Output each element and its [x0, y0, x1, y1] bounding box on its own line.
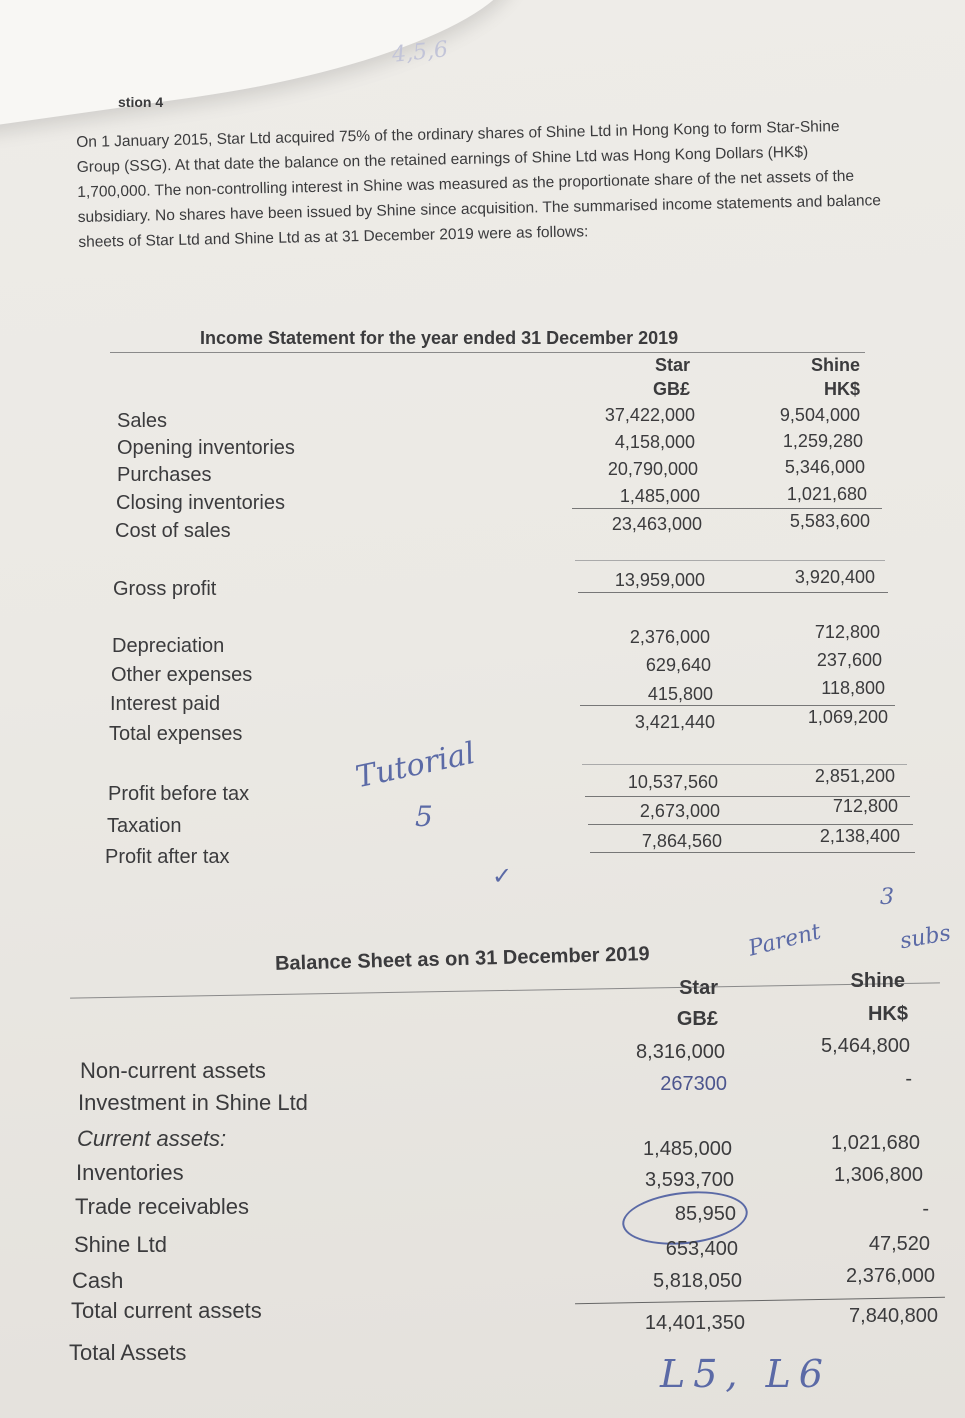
handwritten-top-note: 4,5,6 — [390, 37, 450, 68]
is-shine-gross-profit: 3,920,400 — [794, 567, 875, 587]
bs-label-non-current-assets: Non-current assets — [80, 1058, 266, 1083]
is-label-purchases: Purchases — [117, 464, 212, 486]
question-intro: On 1 January 2015, Star Ltd acquired 75% of the ordinary shares of Shine Ltd in Hong Kong to form Star-Shine Group (SSG). At that date the balance on the retained earnings of Shine Ltd was Hong Kong Dollars (HK$) 1,700,000. The non-controlling interest in Shine was measured as the proportionate share of the net assets of the subsidiary. No shares have been issued by Shine since acquisition. The summarised income statements and balance sheets of Star Ltd and Shine Ltd as at 31 December 2019 were as follows: — [76, 118, 882, 251]
bs-shine-cash: 47,520 — [868, 1233, 930, 1255]
is-shine-opening-inventories: 1,259,280 — [782, 431, 863, 451]
bs-shine-trade-receivables: 1,306,800 — [834, 1164, 923, 1186]
handwritten-tutorial: Tutorial — [352, 735, 479, 796]
bs-shine-inventories: 1,021,680 — [831, 1132, 920, 1154]
bs-star-trade-receivables: 3,593,700 — [645, 1169, 734, 1191]
is-col-shine: Shine — [810, 355, 860, 375]
bs-col-star-currency: GB£ — [676, 1008, 718, 1030]
is-star-depreciation: 2,376,000 — [629, 627, 710, 647]
bs-col-shine-currency: HK$ — [867, 1003, 908, 1025]
bs-rule-totals — [575, 1297, 945, 1304]
bs-shine-total-assets: 7,840,800 — [849, 1305, 938, 1327]
bs-star-shine-ltd: 85,950 — [674, 1203, 736, 1225]
handwritten-tutorial-number: 5 — [415, 800, 433, 833]
income-title-rule — [110, 352, 865, 353]
handwritten-subs: subs — [898, 920, 953, 955]
is-rule-gp-bottom — [578, 592, 888, 593]
is-shine-profit-before-tax: 2,851,200 — [814, 766, 895, 786]
bs-col-star: Star — [679, 977, 718, 999]
is-col-shine-currency: HK$ — [823, 379, 860, 399]
is-shine-interest-paid: 118,800 — [821, 678, 885, 698]
bs-label-investment-in-shine: Investment in Shine Ltd — [78, 1090, 308, 1115]
is-star-profit-before-tax: 10,537,560 — [627, 772, 718, 792]
is-label-depreciation: Depreciation — [112, 635, 225, 657]
is-label-opening-inventories: Opening inventories — [117, 437, 295, 459]
is-shine-purchases: 5,346,000 — [784, 457, 865, 477]
is-shine-cost-of-sales: 5,583,600 — [789, 511, 870, 531]
bs-shine-non-current-assets: 5,464,800 — [821, 1035, 910, 1057]
bs-label-trade-receivables: Trade receivables — [75, 1194, 250, 1219]
is-label-profit-after-tax: Profit after tax — [105, 846, 230, 868]
is-label-cost-of-sales: Cost of sales — [115, 520, 231, 542]
bs-label-total-current-assets: Total current assets — [71, 1298, 262, 1323]
bs-label-inventories: Inventories — [76, 1160, 184, 1185]
is-shine-depreciation: 712,800 — [814, 622, 880, 642]
is-star-cost-of-sales: 23,463,000 — [611, 514, 702, 534]
bs-label-cash: Cash — [72, 1268, 124, 1293]
bs-star-non-current-assets: 8,316,000 — [636, 1041, 725, 1063]
is-star-gross-profit: 13,959,000 — [614, 570, 705, 590]
is-label-gross-profit: Gross profit — [113, 578, 217, 600]
page-fold — [0, 0, 528, 128]
bs-shine-total-current-assets: 2,376,000 — [846, 1265, 935, 1287]
is-star-sales: 37,422,000 — [604, 405, 695, 425]
is-star-profit-after-tax: 7,864,560 — [641, 831, 722, 851]
bs-star-inventories: 1,485,000 — [643, 1138, 732, 1160]
is-rule-cogs — [572, 508, 882, 509]
question-title: stion 4 — [118, 94, 164, 110]
is-label-closing-inventories: Closing inventories — [116, 492, 285, 514]
check-mark-icon: ✓ — [492, 862, 513, 890]
is-label-sales: Sales — [117, 410, 168, 432]
is-shine-sales: 9,504,000 — [779, 405, 860, 425]
bs-star-total-current-assets: 5,818,050 — [653, 1270, 742, 1292]
is-star-opening-inventories: 4,158,000 — [614, 432, 695, 452]
is-star-taxation: 2,673,000 — [639, 801, 720, 821]
is-star-other-expenses: 629,640 — [645, 655, 711, 675]
bs-shine-investment-in-shine: - — [905, 1068, 912, 1090]
is-rule-gp-top — [575, 560, 885, 561]
bs-star-cash: 653,400 — [665, 1238, 738, 1260]
is-star-closing-inventories: 1,485,000 — [619, 486, 700, 506]
bs-label-shine-ltd: Shine Ltd — [74, 1232, 167, 1257]
bs-shine-shine-ltd: - — [922, 1198, 929, 1220]
is-rule-tax — [588, 824, 913, 825]
income-statement-title: Income Statement for the year ended 31 December 2019 — [200, 328, 679, 348]
bs-label-current-assets: Current assets: — [77, 1126, 227, 1151]
is-col-star: Star — [654, 355, 690, 375]
is-label-taxation: Taxation — [107, 815, 182, 837]
is-label-other-expenses: Other expenses — [111, 664, 253, 686]
is-shine-total-expenses: 1,069,200 — [807, 707, 888, 727]
bs-star-investment-in-shine: 267300 — [660, 1073, 727, 1095]
bs-col-shine: Shine — [850, 970, 905, 992]
bs-label-total-assets: Total Assets — [69, 1340, 187, 1365]
is-star-purchases: 20,790,000 — [607, 459, 698, 479]
is-rule-pbt-top — [582, 764, 907, 765]
is-label-interest-paid: Interest paid — [110, 693, 221, 715]
is-star-interest-paid: 415,800 — [647, 684, 713, 704]
handwritten-sub-number: 3 — [880, 885, 894, 910]
handwritten-parent: Parent — [746, 919, 824, 962]
is-shine-profit-after-tax: 2,138,400 — [819, 826, 900, 846]
is-rule-pat — [590, 852, 915, 853]
is-label-profit-before-tax: Profit before tax — [108, 783, 250, 805]
is-col-star-currency: GB£ — [652, 379, 690, 399]
balance-sheet-title: Balance Sheet as on 31 December 2019 — [274, 943, 650, 975]
bs-star-total-assets: 14,401,350 — [644, 1312, 745, 1334]
is-label-total-expenses: Total expenses — [109, 723, 243, 745]
is-rule-expenses — [580, 705, 895, 706]
is-shine-closing-inventories: 1,021,680 — [786, 484, 867, 504]
is-shine-taxation: 712,800 — [832, 796, 898, 816]
is-shine-other-expenses: 237,600 — [816, 650, 882, 670]
is-star-total-expenses: 3,421,440 — [634, 712, 715, 732]
handwritten-bottom-note: L5, L6 — [660, 1352, 831, 1396]
